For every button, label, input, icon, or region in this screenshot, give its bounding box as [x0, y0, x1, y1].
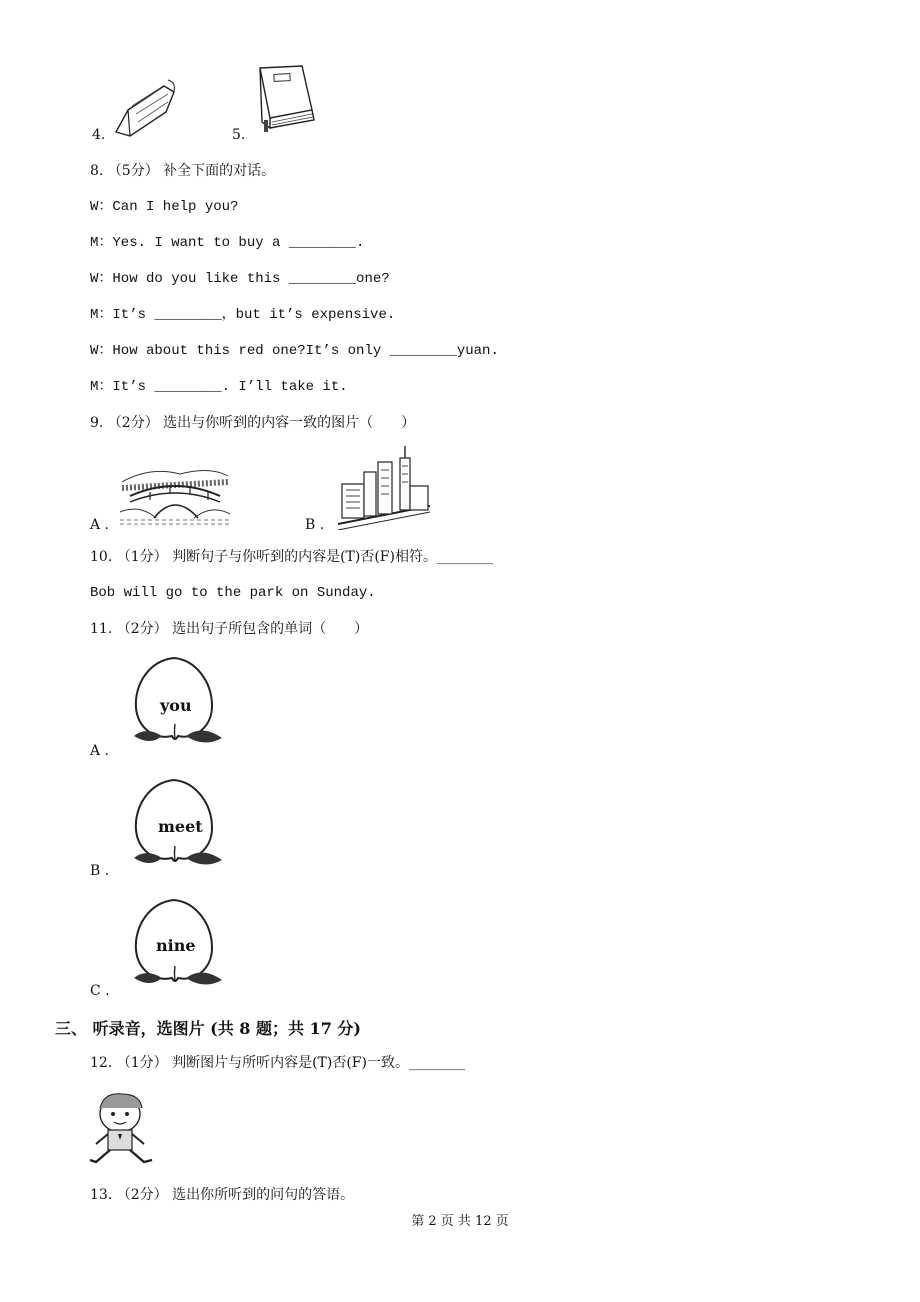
question-9-header: 9. （2分） 选出与你听到的内容一致的图片（ ）	[90, 415, 416, 431]
dialogue-line: W：Can I help you?	[90, 199, 239, 215]
dialogue-line: W：How do you like this ________one?	[90, 271, 390, 287]
option-label-5: 5.	[232, 127, 246, 143]
option-label-4: 4.	[92, 127, 106, 143]
option-b-label: B .	[305, 517, 325, 533]
question-10-header: 10. （1分） 判断句子与你听到的内容是(T)否(F)相符。________	[90, 549, 493, 565]
city-skyline-icon	[334, 444, 434, 530]
question-10-sentence: Bob will go to the park on Sunday.	[90, 585, 376, 601]
question-11-header: 11. （2分） 选出句子所包含的单词（ ）	[90, 621, 369, 637]
bridge-icon	[120, 462, 230, 528]
book-icon	[254, 62, 320, 134]
dialogue-line: M：Yes. I want to buy a ________.	[90, 235, 365, 251]
boy-sitting-icon	[88, 1090, 156, 1170]
peach-word: you	[160, 696, 192, 715]
peach-word: nine	[156, 936, 196, 955]
dialogue-line: W：How about this red one?It’s only ________yuan.	[90, 343, 499, 359]
dialogue-line: M：It’s ________，but it’s expensive.	[90, 307, 396, 323]
dialogue-line: M：It’s ________. I’ll take it.	[90, 379, 348, 395]
option-b-label: B .	[90, 863, 110, 879]
option-a-label: A .	[90, 743, 110, 759]
option-c-label: C .	[90, 983, 110, 999]
page-footer: 第 2 页 共 12 页	[411, 1214, 509, 1229]
question-13-header: 13. （2分） 选出你所听到的问句的答语。	[90, 1187, 355, 1203]
question-12-header: 12. （1分） 判断图片与所听内容是(T)否(F)一致。________	[90, 1055, 465, 1071]
peach-word: meet	[158, 817, 203, 836]
section-title: 三、 听录音，选图片 (共 8 题；共 17 分)	[55, 1019, 361, 1038]
question-8-header: 8. （5分） 补全下面的对话。	[90, 163, 276, 179]
eraser-icon	[108, 70, 180, 140]
option-a-label: A .	[90, 517, 110, 533]
